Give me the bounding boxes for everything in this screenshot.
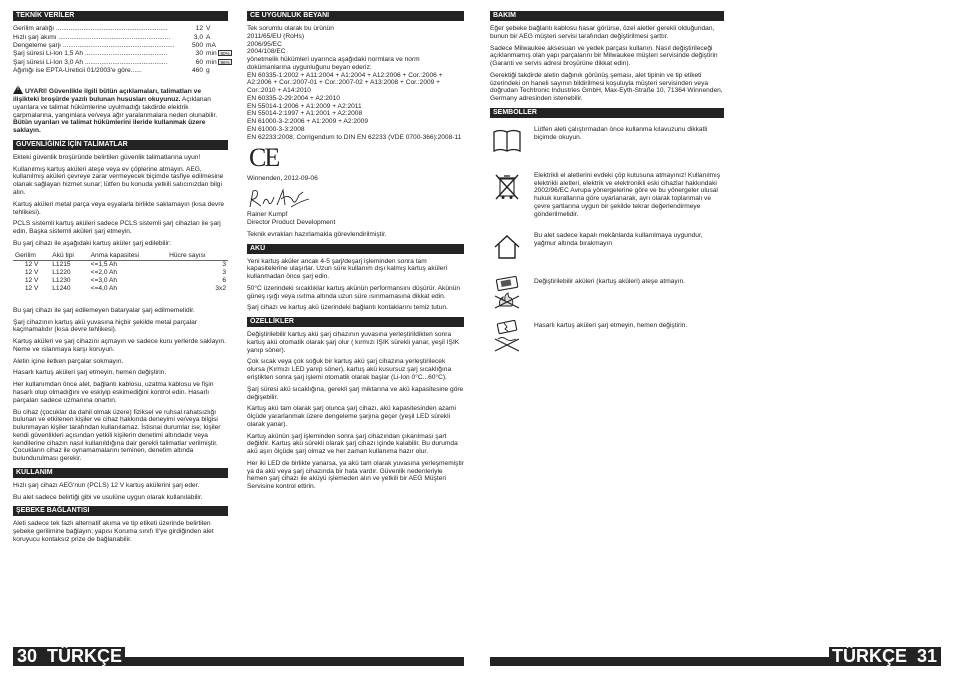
battery-para: Şarj cihazı ve kartuş akü üzerindeki bağlantı kontaklarını temiz tutun. (247, 304, 448, 312)
safety-para: Her kullanımdan önce alet, bağlantı kablosu, uzatma kablosu ve fişin hasarlı olup olmadığını ve eskiyip eskimediğini kontrol edin. Hasarlı parçaları sadece uzmanına onartın. (13, 381, 214, 404)
language-label: TÜRKÇE (831, 646, 907, 666)
book-icon (490, 124, 524, 158)
section-header-mains: ŞEBEKE BAĞLANTISI (13, 506, 228, 516)
safety-para: Kartuş aküleri metal parça veya eşyalarla birlikte saklamayın (kısa devre tehlikesi). (13, 200, 225, 216)
use-para: Bu alet sadece belirtiği gibi ve usulüne uygun olarak kullanılabilir. (13, 493, 203, 501)
damaged-battery-icon (490, 320, 524, 354)
safety-para: Kartuş aküleri ve şarj cihazını açmayın ve sadece kuru yerlerde saklayın. Neme ve ıslanmaya karşı koruyun. (13, 338, 226, 353)
use-para: Hızlı şarj cihazı AEG'nun (PCLS) 12 V kartuş akülerini şarj eder. (13, 481, 200, 489)
ce-mark-icon: CE (249, 143, 279, 173)
section-header-battery: AKÜ (247, 244, 464, 254)
spec-row: Şarj süresi Li-Ion 3,0 Ah ............................................. 60 min 96% (13, 58, 230, 66)
safety-para: Hasarlı kartuş aküleri şarj etmeyin, hemen değiştirin. (13, 369, 167, 377)
battery-fire-icon (490, 276, 524, 310)
mains-para: Aleti sadece tek fazlı alternatif akıma ve tip etiketi üzerinde belirtilen şebeke gerilimine bağlayın; yapısı Koruma sınıfı II'ye girdiğinden alet koruyucu kontaksız prize de bağlanabilir. (13, 520, 214, 543)
safety-para: Bu şarj cihazı ile şarj edilemeyen bataryalar şarj edilmemelidir. (13, 306, 195, 314)
maintenance-para: Gerektiği takdirde aletin dağınık görünüş şeması, alet tipinin ve tip etiketi üzerindeki on haneli sayının bildirilmesi koşuluyla müşteri servisinden veya doğrudan Techtronic Industries GmbH, Max-Eyth-Straße 10, 71364 Winnenden, Germany adresinden istenebilir. (490, 71, 723, 103)
house-icon (490, 230, 524, 264)
features-para: Kartuş akünün şarj işleminden sonra şarj cihazından çıkarılması şart değildir. Kartuş akü sürekli olarak şarj cihazı içinde kalabilir. Bu durumda akü aşırı ölçüde şarj olmaz ve her zaman kullanıma hazır olur. (247, 432, 458, 456)
safety-para: Bu şarj cihazı ile aşağıdaki kartuş aküler şarj edilebilir: (13, 239, 171, 247)
spec-row: Dengeleme şarjı ............................................................. 500 mA (13, 42, 216, 50)
features-para: Çok sıcak veya çok soğuk bir kartuş akü şarj cihazına yerleştirilecek olursa (Kırmızı LED yanıp söner), kartuş akü kusursuz şarj sıcaklığına eriştikten sonra şarj işlemi otomatik olarak başlar (Li-Ion 0°C...60°C). (247, 358, 452, 381)
safety-para: PCLS sistemli kartuş aküleri sadece PCLS sistemli şarj cihazları ile şarj edin. Başka sistemli aküleri şarj etmeyin. (13, 220, 221, 236)
section-header-symbols: SEMBOLLER (490, 108, 724, 118)
spec-row: Hızlı şarj akımı ............................................................. 3,0 A (13, 33, 211, 41)
maintenance-para: Sadece Milwaukee aksesuarı ve yedek parçası kullanın. Nasıl değiştirileceği açıklanmamış olan yapı parçalarını bir Milwaukee müşteri servisinde değiştirin (Garanti ve servis adresi broşürüne dikkat edin). (490, 44, 718, 68)
warning-paragraph: ! UYARI! Güvenlikle ilgili bütün açıklamaları, talimatları ve ilişikteki broşürde yazılı bulunan hususları okuyunuz. Açıklanan uyarılara ve talimat hükümlerine uyulmadığı takdirde elektrik çarpmalarına, yangınlara ve/veya ağır yaralanmalara neden olunabilir. Bütün uyarıları ve talimat hükümlerini ileride kullanmak üzere saklayın. (13, 86, 218, 135)
features-para: Kartuş akü tam olarak şarj olunca şarj cihazı, akü kapasitesinden azami ölçüde yararlanmak üzere dengeleme şarjına geçer (yeşil LED sürekli olarak yanar). (247, 405, 456, 428)
symbol-row: Değiştirilebilir aküleri (kartuş aküleri) ateşe atmayın. (490, 276, 724, 310)
maintenance-para: Eğer şebeke bağlantı kablosu hasar görürse, özel aletler gerekli olduğundan, bunun bir AEG müşteri servisi tarafından değiştirilmesi şarttır. (490, 25, 715, 40)
section-header-use: KULLANIM (13, 468, 228, 478)
middle-column (247, 11, 464, 495)
charge-percent-badge: 96% (220, 59, 230, 65)
table-header-row: Gerilim Akü tipi Anma kapasitesi Hücre sayısı (13, 252, 228, 261)
safety-para: Kullanılmış kartuş aküleri ateşe veya ev çöplerine atmayın. AEG, kullanılmış aküleri çevreye zarar vermeyecek biçimde tasfiye edilmesine olanak sağlayan hizmet sunar; lütfen bu konuda yetkili satıcınızdan bilgi alın. (13, 165, 224, 196)
section-header-maintenance: BAKIM (490, 11, 724, 21)
features-para: Şarj süresi akü sıcaklığına, gerekli şarj miktarına ve akü kapasitesine göre değişebilir. (247, 385, 464, 401)
symbol-row: Bu alet sadece kapalı mekânlarda kullanılmaya uygundur, yağmur altında bırakmayın (490, 230, 724, 264)
safety-para: Ekteki güvenlik broşüründe belirtilen güvenlik talimatlarına uyun! (13, 153, 201, 161)
charge-percent-badge: 80% (220, 51, 230, 57)
battery-para: Yeni kartuş aküler ancak 4-5 şarj/deşarj işleminden sonra tam kapasitelerine ulaşırlar. Uzun süre kullanım dışı kalmış kartuş aküleri kullanmadan önce şarj edin. (247, 257, 448, 281)
spec-list (13, 25, 228, 75)
warning-triangle-icon: ! (13, 85, 23, 94)
section-header-features: ÖZELLİKLER (247, 317, 464, 327)
footer-left (17, 646, 122, 666)
safety-para: Bu cihaz (çocuklar da dahil olmak üzere) fiziksel ve ruhsal rahatsızlığı bulunan ve etkilenen kişiler ve cihaz hakkında deneyimi ve/veya bilgisi bulunmayan kişiler tarafından kullanılamaz. İstisnai durumlar ise; kişiler kendi güvenlikleri açısından yetkili kişilerin denetimi altındadır veya kendilerine cihazın nasıl kullanıldığına dair gerekli talimatlar verilmiştir. Çocukların cihaz ile oynamamalarını teminen, denetim altında bulundurulması gerekir. (13, 408, 221, 463)
right-column (490, 11, 724, 358)
left-column (13, 11, 228, 548)
page-number: 31 (916, 646, 937, 666)
tech-doc-note: Teknik evrakları hazırlamakla görevlendirilmiştir. (247, 230, 387, 238)
section-header-tech: TEKNİK VERİLER (13, 11, 228, 21)
features-para: Her iki LED de birlikte yanarsa, ya akü tam olarak yuvasına yerleşmemiştir ya da akü veya şarj cihazında bir hata vardır. Güvenlik nedenleriyle hemen şarj cihazı ile aküyü işlemeden alın ve yetkili bir AEG Müşteri Servisine kontrol ettirin. (247, 459, 464, 491)
table-row: 12 V L1220 <=2,0 Ah 3 (24, 268, 226, 276)
battery-para: 50°C üzerindeki sıcaklıklar kartuş akünün performansını düşürür. Akünün güneş ışığı veya ısıtma altında uzun süre ısınmamasına dikkat edin. (247, 284, 461, 300)
features-para: Değiştirilebilir kartuş akü şarj cihazının yuvasına yerleştirildikten sonra kartuş akü otomatik olarak şarj olur ( kırmızı IŞIK sürekli yanar, yeşil IŞIK yanıp söner). (247, 331, 460, 354)
symbol-row: Elektrikli el aletlerini evdeki çöp kutusuna atmayınız! Kullanılmış elektrikli aletleri, elektrik ve elektronikli eski cihazlar hakkındaki 2002/96/EC Avrupa yönergelerine göre ve bu yönergeler ulusal hukuk kurallarına göre uyarlanarak, ayrı olarak toplanmalı ve çevre şartlarına uygun bir şekilde tekrar değerlendirmeye gönderilmelidir. (490, 170, 724, 219)
signature-icon (247, 187, 464, 209)
table-row: 12 V L1240 <=4,0 Ah 3x2 (24, 284, 226, 292)
ce-declaration: Tek sorumlu olarak bu ürünün 2011/65/EU (RoHs) 2006/95/EC 2004/108/EC yönetmelik hükümleri uyarınca aşağıdaki normlara ve norm dokümanlarına uygunluğunu beyan ederiz: EN 60335-1:2002 + A11:2004 + A1:2004 + A12:2006 + Cor.:2006 + A2:2006 + Cor.:2007-01 + Cor.:2007-02 + A13:2008 + Cor.:2009 + Cor.:2010 + A14:2010 EN 60335-2-29:2004 + A2:2010 EN 55014-1:2006 + A1:2009 + A2:2011 EN 55014-2:1997 + A1:2001 + A2:2008 EN 61000-3-2:2006 + A1:2009 + A2:2009 EN 61000-3-3:2008 EN 62233:2008, Corrigendum to DIN EN 62233 (VDE 0700-366):2008-11 (247, 25, 462, 141)
signer-name: Rainer Kumpf (247, 211, 288, 219)
spec-row: Ağırlığı ise EPTA-Ureticii 01/2003'e göre...... 460 g (13, 67, 210, 75)
spec-row: Şarj süresi Li-Ion 1,5 Ah ............................................. 30 min 80% (13, 50, 230, 58)
symbol-row: Hasarlı kartuş aküleri şarj etmeyin, hemen değiştirin. (490, 320, 724, 354)
section-header-safety: GÜVENLİĞİNİZ İÇİN TALİMATLAR (13, 140, 228, 150)
signer-title: Director Product Development (247, 219, 336, 227)
language-label: TÜRKÇE (47, 646, 123, 666)
section-header-ce: CE UYGUNLUK BEYANI (247, 11, 464, 21)
spec-row: Gerilim aralığı ............................................................. 12 V (13, 25, 211, 33)
safety-para: Aletin içine iletken parçalar sokmayın. (13, 357, 124, 365)
battery-table (13, 252, 228, 293)
symbol-row: Lütfen aleti çalıştırmadan önce kullanma kılavuzunu dikkatli biçimde okuyun. (490, 124, 724, 158)
footer-right (832, 646, 937, 666)
crossed-bin-icon (490, 170, 524, 204)
page-number: 30 (17, 646, 38, 666)
ce-place-date: Winnenden, 2012-09-06 (247, 175, 318, 183)
table-row: 12 V L1230 <=3,0 Ah 6 (24, 276, 226, 284)
table-row: 12 V L1215 <=1,5 Ah 3 (24, 261, 226, 269)
safety-para: Şarj cihazının kartuş akü yuvasına hiçbir şekilde metal parçalar kaçmamalıdır (kısa devre tehlikesi). (13, 318, 197, 334)
